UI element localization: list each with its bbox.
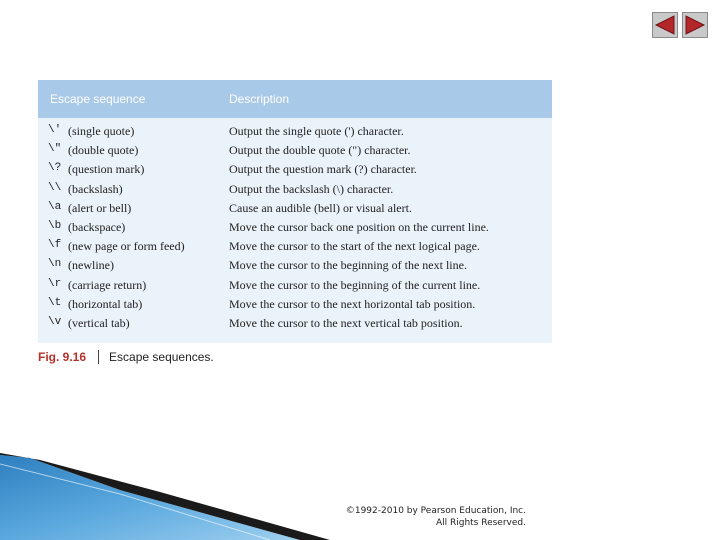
- table-row: [38, 141, 552, 160]
- table-row: [38, 314, 552, 333]
- copyright-line: ©1992-2010 by Pearson Education, Inc.: [345, 506, 526, 516]
- next-slide-button[interactable]: [682, 12, 708, 38]
- table-row: [38, 180, 552, 199]
- rights-line: All Rights Reserved.: [435, 518, 526, 528]
- escape-name: (double quote): [68, 143, 139, 158]
- triangle-right-icon: [684, 15, 706, 35]
- escape-name: (carriage return): [68, 277, 147, 292]
- escape-description: Move the cursor to the next horizontal tab position.: [229, 296, 476, 311]
- table-row: [38, 122, 552, 141]
- table-row: [38, 237, 552, 256]
- escape-code: \n: [48, 258, 62, 271]
- triangle-left-icon: [654, 15, 676, 35]
- escape-name: (alert or bell): [68, 200, 132, 215]
- figure-number: Fig. 9.16: [38, 350, 87, 364]
- escape-description: Output the question mark (?) character.: [229, 162, 417, 177]
- table-row: [38, 256, 552, 275]
- escape-name: (horizontal tab): [68, 296, 143, 311]
- escape-code: \": [48, 143, 62, 156]
- escape-code: \v: [48, 315, 62, 328]
- figure-title: Escape sequences.: [109, 350, 214, 364]
- escape-description: Move the cursor to the next vertical tab position.: [229, 315, 463, 330]
- escape-code: \t: [48, 296, 62, 309]
- escape-code: \a: [48, 200, 62, 213]
- escape-code: \\: [48, 181, 62, 194]
- escape-name: (backslash): [68, 181, 123, 196]
- escape-name: (newline): [68, 258, 114, 273]
- table-row: [38, 199, 552, 218]
- table-body: [38, 122, 552, 333]
- caption-divider: [98, 350, 99, 364]
- previous-slide-button[interactable]: [652, 12, 678, 38]
- table-row: [38, 218, 552, 237]
- escape-description: Move the cursor back one position on the current line.: [229, 219, 489, 234]
- escape-name: (question mark): [68, 162, 145, 177]
- escape-name: (new page or form feed): [68, 239, 185, 254]
- escape-description: Output the single quote (') character.: [229, 124, 404, 138]
- escape-name: (single quote): [68, 124, 135, 138]
- escape-description: Cause an audible (bell) or visual alert.: [229, 200, 412, 215]
- escape-code: \': [48, 124, 62, 136]
- escape-sequence-table: [38, 80, 552, 343]
- escape-code: \r: [48, 277, 62, 290]
- escape-name: (backspace): [68, 219, 126, 234]
- table-row: [38, 295, 552, 314]
- escape-description: Output the backslash (\) character.: [229, 181, 394, 196]
- escape-description: Move the cursor to the start of the next logical page.: [229, 239, 480, 254]
- escape-name: (vertical tab): [68, 315, 130, 330]
- escape-description: Move the cursor to the beginning of the next line.: [229, 258, 467, 273]
- escape-description: Output the double quote (") character.: [229, 143, 411, 158]
- table-row: [38, 276, 552, 295]
- escape-code: \f: [48, 239, 62, 252]
- figure-caption: [38, 350, 214, 364]
- slide-navigation: [652, 12, 708, 38]
- table-header: [38, 80, 552, 118]
- header-description: Description: [229, 92, 290, 106]
- copyright-notice: [300, 505, 526, 529]
- escape-code: \?: [48, 162, 62, 175]
- table-row: [38, 160, 552, 179]
- escape-code: \b: [48, 219, 62, 232]
- escape-description: Move the cursor to the beginning of the current line.: [229, 277, 481, 292]
- header-escape-sequence: Escape sequence: [50, 92, 146, 106]
